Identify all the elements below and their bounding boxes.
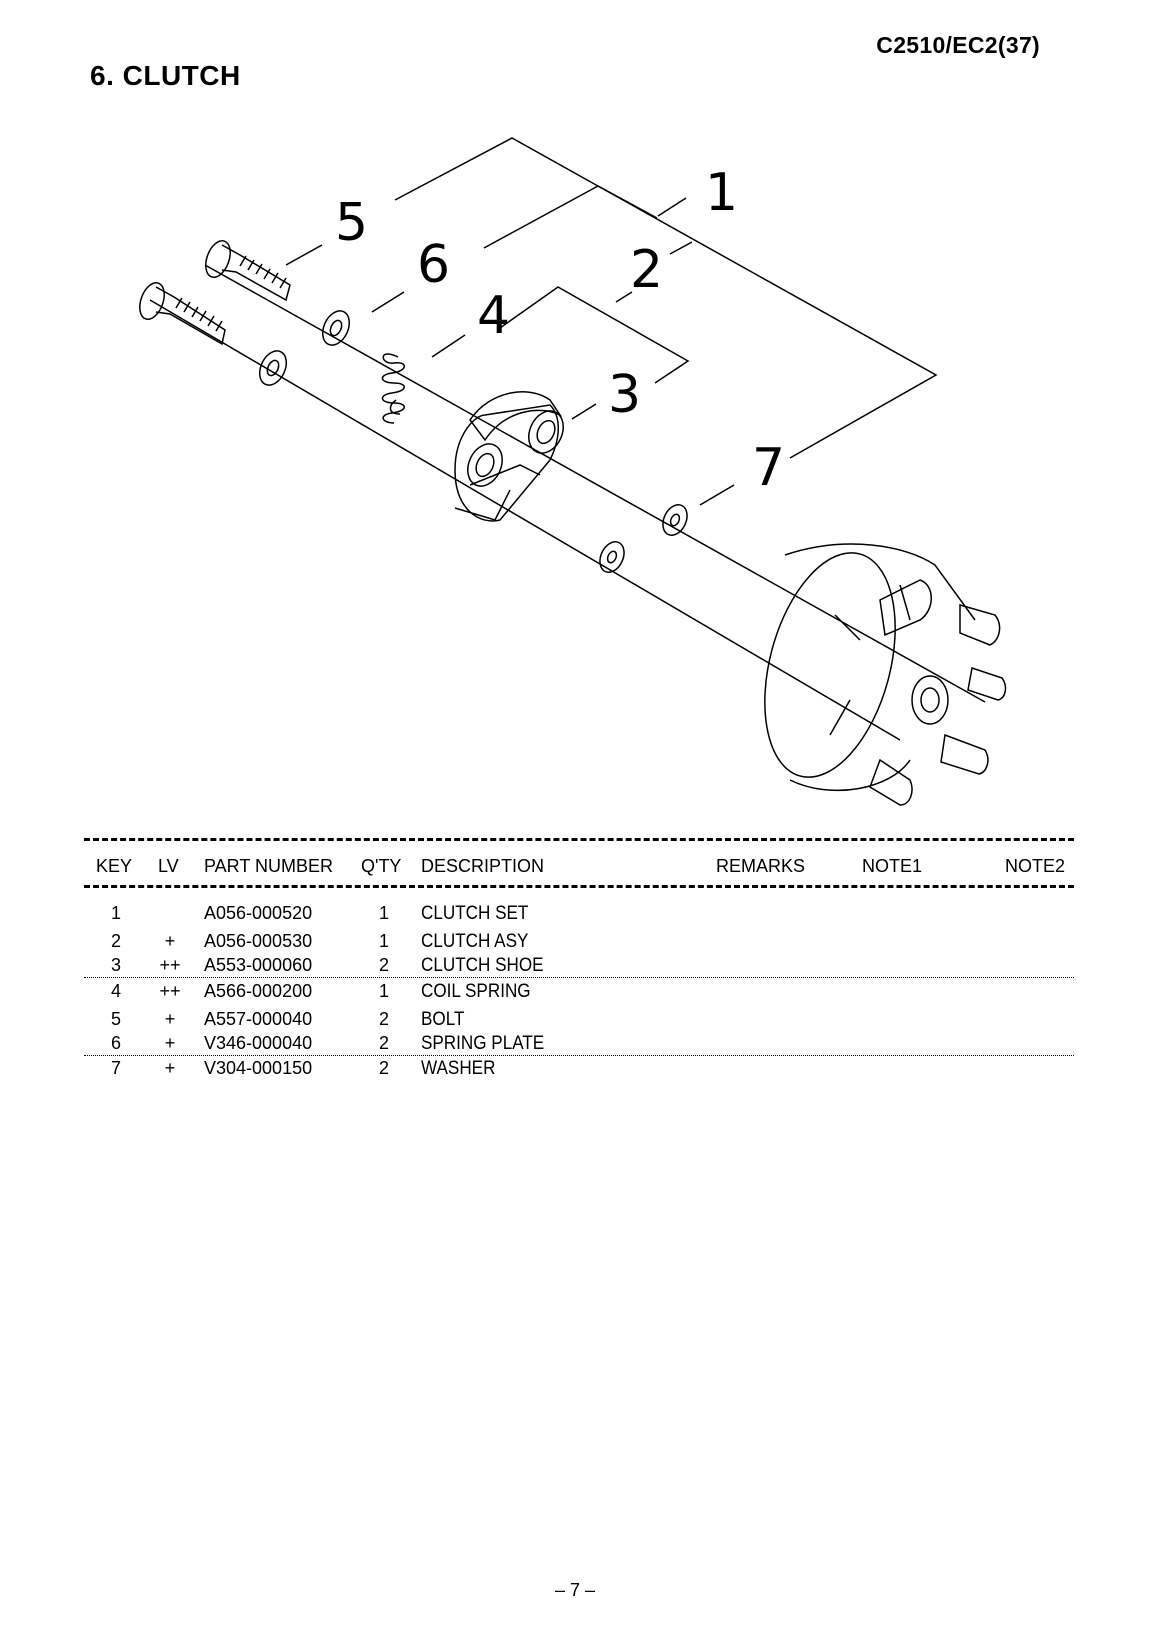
cell-qty: 2 [378, 1009, 389, 1029]
callout-5: 5 [335, 193, 369, 253]
callout-7: 7 [752, 438, 786, 498]
cell-qty: 2 [378, 955, 389, 975]
cell-description: CLUTCH SET [421, 903, 529, 924]
table-top-rule [84, 838, 1074, 841]
col-header-lv: LV [158, 856, 179, 876]
col-header-note1: NOTE1 [862, 856, 923, 876]
callout-2: 2 [630, 240, 664, 300]
cell-qty: 1 [378, 981, 389, 1001]
cell-qty: 1 [378, 931, 389, 951]
cell-lv: ++ [159, 955, 181, 975]
page-number: – 7 – [554, 1580, 596, 1600]
cell-key: 5 [110, 1009, 121, 1029]
table-row [0, 1009, 1150, 1035]
cell-description: SPRING PLATE [421, 1033, 545, 1054]
cell-lv: + [164, 931, 176, 951]
cell-lv: + [164, 1058, 176, 1078]
cell-description: WASHER [421, 1058, 496, 1079]
clutch-exploded-diagram [0, 100, 1150, 830]
col-header-note2: NOTE2 [1005, 856, 1066, 876]
row-group-divider [84, 1055, 1074, 1056]
cell-lv: + [164, 1033, 176, 1053]
cell-description: BOLT [421, 1009, 465, 1030]
cell-description: CLUTCH ASY [421, 931, 529, 952]
cell-qty: 1 [378, 903, 389, 923]
cell-part-number: V304-000150 [204, 1058, 313, 1078]
cell-part-number: A557-000040 [204, 1009, 313, 1029]
cell-part-number: A056-000520 [204, 903, 313, 923]
col-header-key: KEY [96, 856, 133, 876]
col-header-description: DESCRIPTION [421, 856, 545, 876]
section-title: 6. CLUTCH [90, 60, 241, 91]
table-row [0, 903, 1150, 929]
cell-part-number: A056-000530 [204, 931, 313, 951]
cell-key: 7 [110, 1058, 121, 1078]
model-code: C2510/EC2(37) [876, 32, 1040, 58]
cell-qty: 2 [378, 1058, 389, 1078]
table-header-rule [84, 885, 1074, 888]
callout-3: 3 [608, 365, 642, 425]
cell-key: 6 [110, 1033, 121, 1053]
cell-key: 1 [110, 903, 121, 923]
callout-6: 6 [417, 235, 451, 295]
table-row [0, 1058, 1150, 1084]
callout-4: 4 [477, 286, 511, 346]
cell-key: 2 [110, 931, 121, 951]
table-row [0, 931, 1150, 957]
col-header-qty: Q'TY [361, 856, 402, 876]
col-header-part-number: PART NUMBER [204, 856, 334, 876]
cell-key: 4 [110, 981, 121, 1001]
col-header-remarks: REMARKS [716, 856, 806, 876]
cell-description: CLUTCH SHOE [421, 955, 544, 976]
cell-lv: + [164, 1009, 176, 1029]
cell-lv: ++ [159, 981, 181, 1001]
row-group-divider [84, 977, 1074, 978]
cell-qty: 2 [378, 1033, 389, 1053]
table-row [0, 981, 1150, 1007]
callout-1: 1 [705, 163, 739, 223]
cell-part-number: A553-000060 [204, 955, 313, 975]
cell-key: 3 [110, 955, 121, 975]
cell-part-number: A566-000200 [204, 981, 313, 1001]
cell-description: COIL SPRING [421, 981, 531, 1002]
cell-part-number: V346-000040 [204, 1033, 313, 1053]
